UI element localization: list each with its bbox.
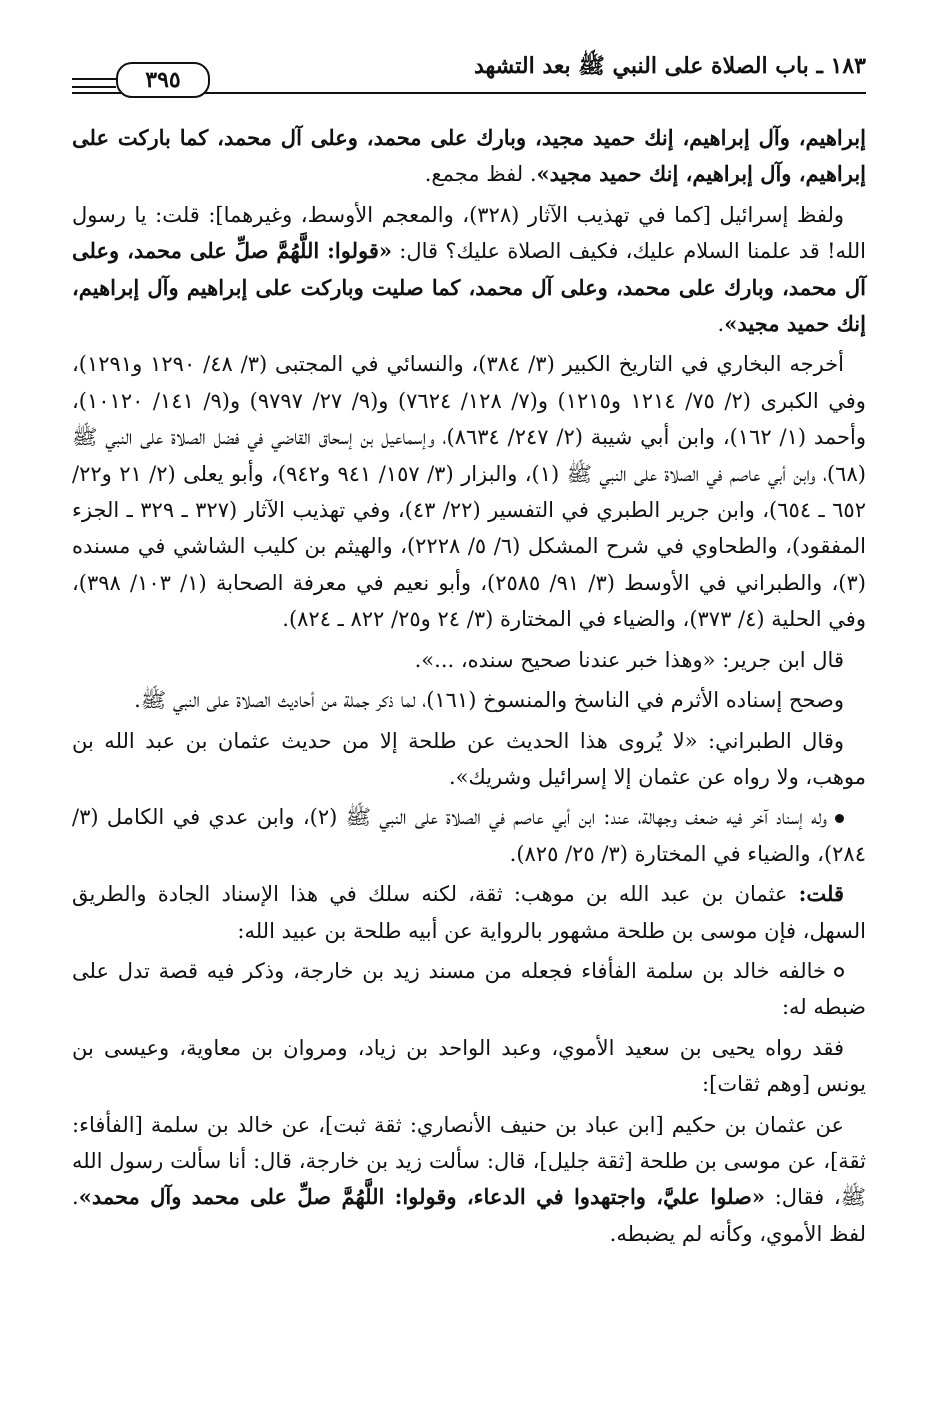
text-run: خالفه خالد بن سلمة الفأفاء فجعله من مسند زيد بن خارجة، وذكر فيه قصة تدل على ضبطه له:	[72, 958, 866, 1020]
bullet-ring-icon	[834, 967, 844, 977]
text-run: قال ابن جرير: «وهذا خبر عندنا صحيح سنده، ...».	[414, 647, 844, 672]
bold-text-run: قلت:	[798, 881, 844, 907]
text-run: وصحح إسناده الأثرم في الناسخ والمنسوخ (١٦١)، لما ذكر جملة من أحاديث الصلاة على النبي ﷺ.	[134, 688, 844, 713]
chapter-title: ١٨٣ ـ باب الصلاة على النبي ﷺ بعد التشهد	[473, 53, 866, 79]
header-ornament	[72, 78, 116, 88]
text-run: .	[717, 312, 725, 337]
text-run: . لفظ الأموي، وكأنه لم يضبطه.	[72, 1185, 866, 1246]
paragraph-p1	[72, 120, 866, 193]
paragraph-p5	[72, 682, 866, 718]
bullet-dot-icon	[835, 814, 844, 823]
text-run: عن عثمان بن حكيم [ابن عباد بن حنيف الأنصاري: ثقة ثبت]، عن خالد بن سلمة [الفأفاء: ثقة]، عن موسى بن طلحة [ثقة جليل]، قال: سألت زيد بن خارجة، قال: أنا سألت رسول الله ﷺ، فقال:	[72, 1112, 866, 1210]
text-run: فقد رواه يحيى بن سعيد الأموي، وعبد الواحد بن زياد، ومروان بن معاوية، وعيسى بن يونس [وهم ثقات]:	[72, 1035, 866, 1097]
paragraph-p11	[72, 1107, 866, 1253]
text-run: وله إسناد آخر فيه ضعف وجهالة، عند: ابن أبي عاصم في الصلاة على النبي ﷺ (٢)، وابن عدي في الكامل (٣/ ٢٨٤)، والضياء في المختارة (٣/ ٢٥/ ٨٢٥).	[72, 805, 866, 866]
bold-text-run: «قولوا: اللَّهُمَّ صلِّ على محمد، وعلى آل محمد، وبارك على محمد، وعلى آل محمد، كما صليت وباركت على إبراهيم وآل إبراهيم، إنك حميد مجيد»	[72, 238, 866, 337]
text-run: أخرجه البخاري في التاريخ الكبير (٣/ ٣٨٤)، والنسائي في المجتبى (٣/ ٤٨/ ١٢٩٠ و١٢٩١)، وفي الكبرى (٢/ ٧٥/ ١٢١٤ و١٢١٥) و(٧/ ١٢٨/ ٧٦٢٤) و(٩/ ٢٧/ ٩٧٩٧) و(٩/ ١٤١/ ١٠١٢٠)، وأحمد (١/ ١٦٢)، وابن أبي شيبة (٢/ ٢٤٧/ ٨٦٣٤)، وإسماعيل بن إسحاق القاضي في فضل الصلاة على النبي ﷺ (٦٨)، وابن أبي عاصم في الصلاة على النبي ﷺ (١)، والبزار (٣/ ١٥٧/ ٩٤١ و٩٤٢)، وأبو يعلى (٢/ ٢١ و٢٢/ ٦٥٢ ـ ٦٥٤)، وابن جرير الطبري في التفسير (٢٢/ ٤٣)، وفي تهذيب الآثار (٣٢٧ ـ ٣٢٩ ـ الجزء المفقود)، والطحاوي في شرح المشكل (٦/ ٥/ ٢٢٢٨)، والهيثم بن كليب الشاشي في مسنده (٣)، والطبراني في الأوسط (٣/ ٩١/ ٢٥٨٥)، وأبو نعيم في معرفة الصحابة (١/ ١٠٣/ ٣٩٨)، وفي الحلية (٤/ ٣٧٣)، والضياء في المختارة (٣/ ٢٤ و٢٥/ ٨٢٢ ـ ٨٢٤).	[72, 352, 866, 632]
bold-text-run: «صلوا عليَّ، واجتهدوا في الدعاء، وقولوا: اللَّهُمَّ صلِّ على محمد وآل محمد»	[78, 1184, 766, 1210]
paragraph-p3	[72, 346, 866, 637]
paragraph-p8	[72, 876, 866, 949]
paragraph-p7	[72, 799, 866, 872]
paragraph-p6	[72, 723, 866, 796]
paragraph-p4	[72, 642, 866, 678]
text-run: ولفظ إسرائيل [كما في تهذيب الآثار (٣٢٨)، والمعجم الأوسط، وغيرهما]: قلت: يا رسول الله! قد علمنا السلام عليك، فكيف الصلاة عليك؟ قال:	[72, 202, 866, 264]
text-run: وقال الطبراني: «لا يُروى هذا الحديث عن طلحة إلا من حديث عثمان بن عبد الله بن موهب، ولا رواه عن عثمان إلا إسرائيل وشريك».	[72, 728, 866, 789]
text-run: عثمان بن عبد الله بن موهب: ثقة، لكنه سلك في هذا الإسناد الجادة والطريق السهل، فإن موسى بن طلحة مشهور بالرواية عن أبيه طلحة بن عبيد الله:	[72, 882, 866, 943]
paragraph-p9	[72, 953, 866, 1026]
page-body	[72, 120, 866, 1256]
paragraph-p10	[72, 1030, 866, 1103]
page-header	[72, 48, 866, 94]
bold-text-run: إبراهيم، وآل إبراهيم، إنك حميد مجيد، وبارك على محمد، وعلى آل محمد، كما باركت على إبراهيم، وآل إبراهيم، إنك حميد مجيد»	[72, 125, 866, 187]
paragraph-p2	[72, 197, 866, 343]
text-run: . لفظ مجمع.	[424, 162, 537, 187]
page-number: ٣٩٥	[116, 62, 210, 98]
